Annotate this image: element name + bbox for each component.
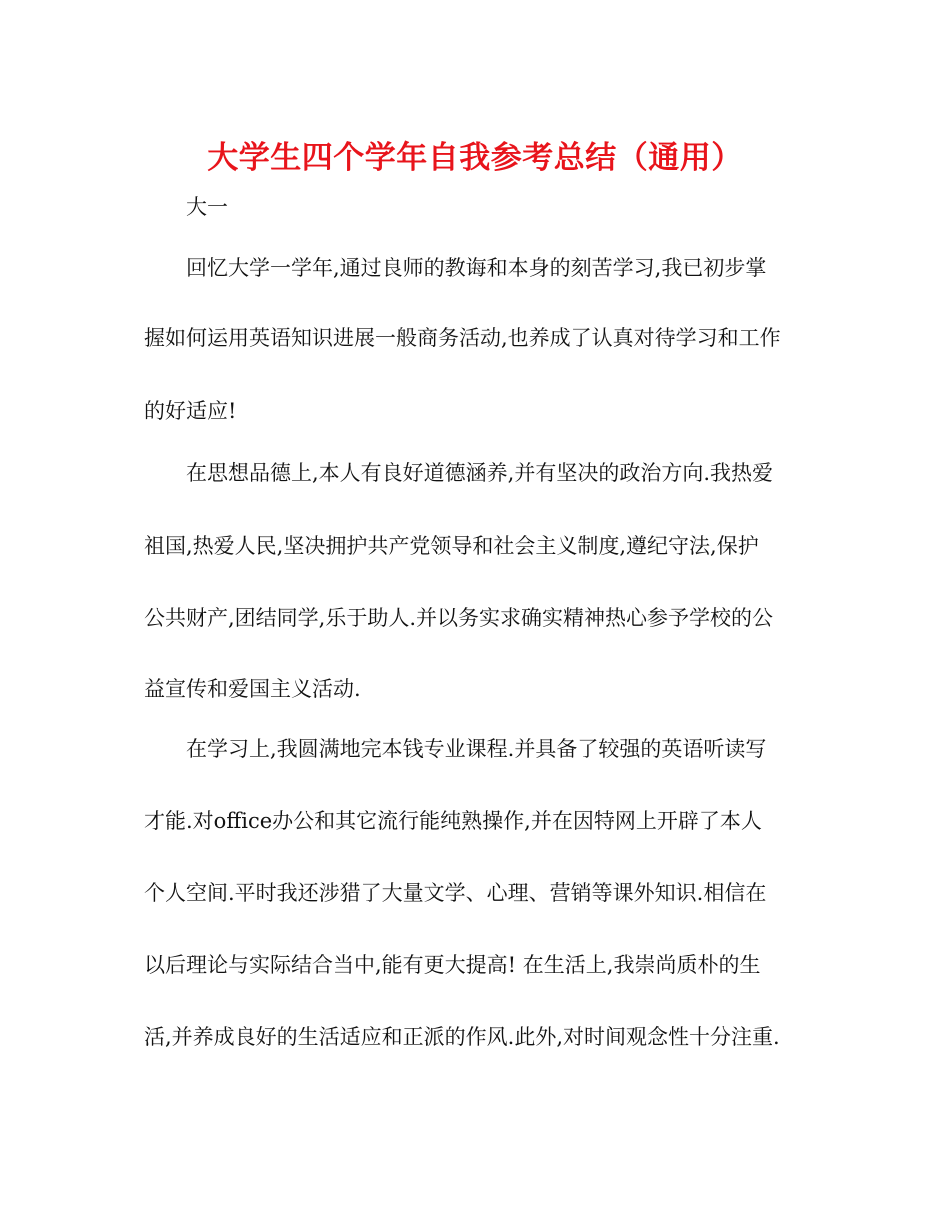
section-heading: 大一	[186, 195, 228, 219]
paragraph-line: 祖国,热爱人民,坚决拥护共产党领导和社会主义制度,遵纪守法,保护	[144, 534, 759, 558]
paragraph-line: 在学习上,我圆满地完本钱专业课程.并具备了较强的英语听读写	[186, 737, 767, 761]
document-title: 大学生四个学年自我参考总结（通用）	[207, 140, 743, 176]
paragraph-line: 才能.对office办公和其它流行能纯熟操作,并在因特网上开辟了本人	[144, 809, 762, 833]
paragraph-line: 益宣传和爱国主义活动.	[144, 677, 361, 701]
paragraph-line: 公共财产,团结同学,乐于助人.并以务实求确实精神热心参予学校的公	[144, 606, 774, 630]
paragraph-line: 的好适应!	[144, 399, 237, 423]
paragraph-line: 握如何运用英语知识进展一般商务活动,也养成了认真对待学习和工作	[144, 326, 781, 350]
paragraph-line: 活,并养成良好的生活适应和正派的作风.此外,对时间观念性十分注重.	[144, 1025, 780, 1049]
paragraph-line: 个人空间.平时我还涉猎了大量文学、心理、营销等课外知识.相信在	[144, 881, 767, 905]
paragraph-line: 以后理论与实际结合当中,能有更大提高! 在生活上,我崇尚质朴的生	[144, 953, 761, 977]
paragraph-line: 回忆大学一学年,通过良师的教诲和本身的刻苦学习,我已初步掌	[186, 256, 767, 280]
paragraph-line: 在思想品德上,本人有良好道德涵养,并有坚决的政治方向.我热爱	[186, 461, 774, 485]
